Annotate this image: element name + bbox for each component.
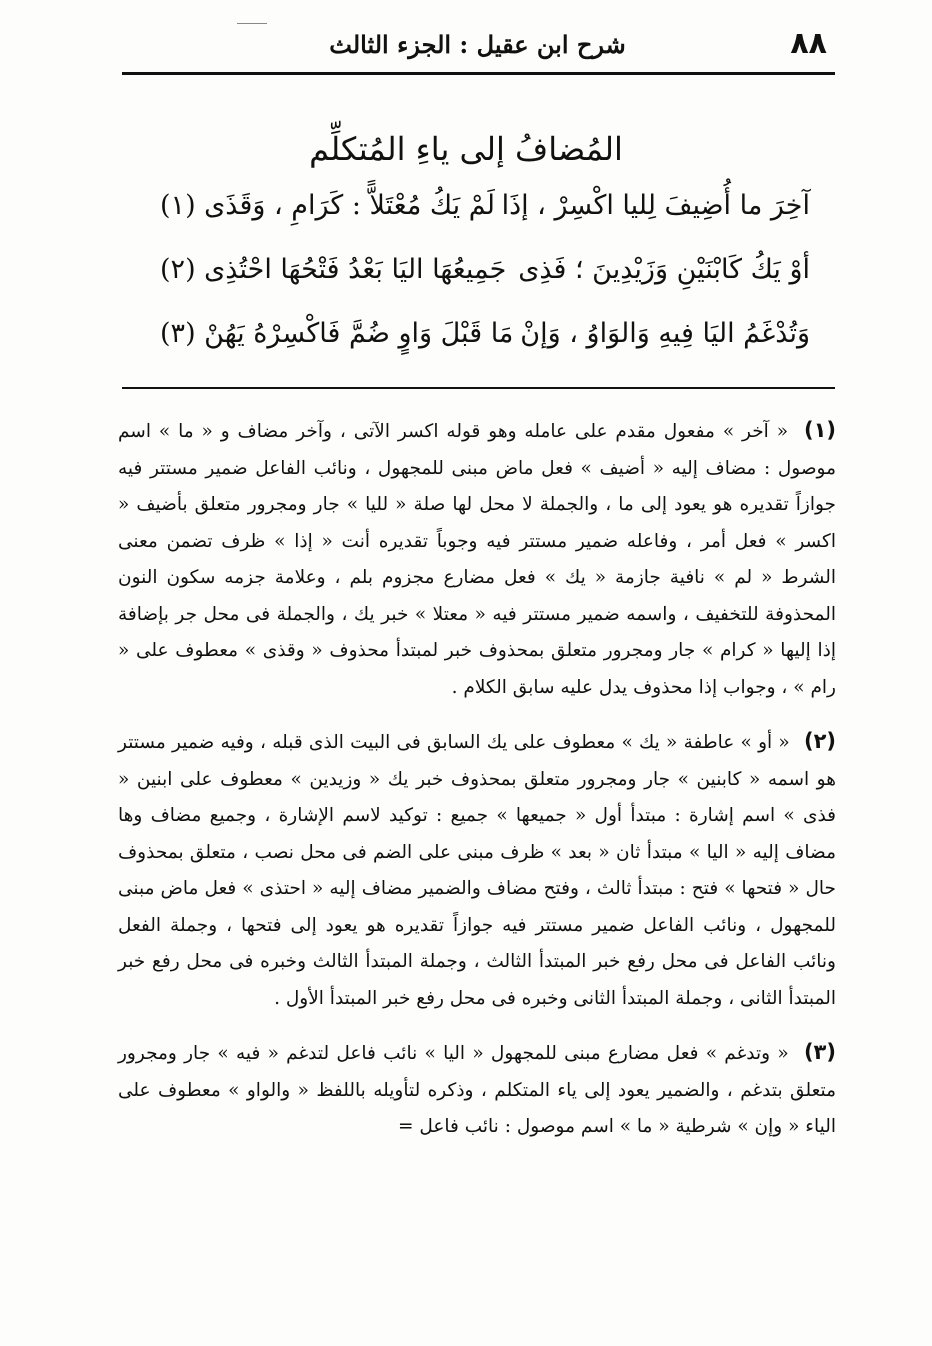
footnote-rule <box>122 387 835 389</box>
verse-second-hemistich: مَا قَبْلَ وَاوٍ ضُمَّ فَاكْسِرْهُ يَهُنْ (٣) <box>160 318 514 349</box>
verse-block <box>120 190 810 382</box>
running-title: شرح ابن عقيل : الجزء الثالث <box>329 30 626 59</box>
footnote-text: « آخر » مفعول مقدم على عامله وهو قوله اكسر الآتى ، وآخر مضاف و « ما » اسم موصول : مضاف إليه « أضيف » فعل ماض مبنى للمجهول ، ونائب الفاعل ضمير مستتر فيه جوازاً تقديره هو يعود إلى ما ، والجملة لا محل لها صلة « لليا » جار ومجرور متعلق بأضيف « اكسر » فعل أمر ، وفاعله ضمير مستتر فيه وجوباً تقديره أنت « إذا » ظرف تضمن معنى الشرط « لم » نافية جازمة « يك » فعل مضارع مجزوم بلم ، وعلامة جزمه سكون النون المحذوفة للتخفيف ، واسمه ضمير مستتر فيه « معتلا » خبر يك ، والجملة فى محل جر بإضافة إذا إليها « كرام » جار ومجرور متعلق بمحذوف خبر لمبتدأ محذوف « وقذى » معطوف على « رام » ، وجواب إذا محذوف يدل عليه سابق الكلام . <box>118 421 836 698</box>
chapter-title: المُضافُ إلى ياءِ المُتكلِّم <box>309 130 623 168</box>
verse-line <box>120 254 810 318</box>
verse-second-hemistich: جَمِيعُهَا اليَا بَعْدُ فَتْحُهَا احْتُذِى (٢) <box>160 254 507 285</box>
footnote-number: (٣) <box>803 1040 836 1064</box>
page-header <box>120 22 835 70</box>
verse-first-hemistich: وَتُدْغَمُ اليَا فِيهِ وَالوَاوُ ، وَإنْ <box>520 318 810 349</box>
footnote <box>118 412 836 706</box>
footnote-text: « وتدغم » فعل مضارع مبنى للمجهول « اليا » نائب فاعل لتدغم « فيه » جار ومجرور متعلق بتدغم ، والضمير يعود إلى ياء المتكلم ، وذكره لتأويله باللفظ « والواو » معطوف على الياء « وإن » شرطية « ما » اسم موصول : نائب فاعل = <box>118 1043 836 1137</box>
footnote-text: « أو » عاطفة « يك » معطوف على يك السابق فى البيت الذى قبله ، وفيه ضمير مستتر هو اسمه « كابنين » جار ومجرور متعلق بمحذوف خبر يك « وزيدين » معطوف على ابنين « فذى » اسم إشارة : مبتدأ أول « جميعها » جميع : توكيد لاسم الإشارة ، وجميع مضاف وها مضاف إليه « اليا » مبتدأ ثان « بعد » ظرف مبنى على الضم فى محل نصب ، متعلق بمحذوف حال « فتحها » فتح : مبتدأ ثالث ، وفتح مضاف والضمير مضاف إليه « احتذى » فعل ماض مبنى للمجهول ، ونائب الفاعل ضمير مستتر فيه جوازاً تقديره هو يعود إلى فتحها ، وجملة الفعل ونائب الفاعل فى محل رفع خبر المبتدأ الثالث ، وجملة المبتدأ الثالث وخبره فى محل رفع خبر المبتدأ الثانى ، وجملة المبتدأ الثانى وخبره فى محل رفع خبر المبتدأ الأول . <box>118 732 836 1009</box>
footnote-number: (٢) <box>803 729 836 753</box>
verse-first-hemistich: أوْ يَكُ كَابْنَيْنِ وَزَيْدِينَ ؛ فَذِى <box>518 254 810 285</box>
page-number: ٨٨ <box>790 26 827 61</box>
footnote <box>118 1034 836 1146</box>
verse-line <box>120 190 810 254</box>
footnote <box>118 723 836 1017</box>
verse-line <box>120 318 810 382</box>
header-rule <box>122 72 835 75</box>
footnotes <box>118 412 836 1163</box>
verse-first-hemistich: آخِرَ ما أُضِيفَ لِليا اكْسِرْ ، إذَا <box>501 190 810 221</box>
verse-second-hemistich: لَمْ يَكُ مُعْتَلاًّ : كَرَامِ ، وَقَذَى (١) <box>160 190 495 221</box>
footnote-number: (١) <box>803 418 836 442</box>
